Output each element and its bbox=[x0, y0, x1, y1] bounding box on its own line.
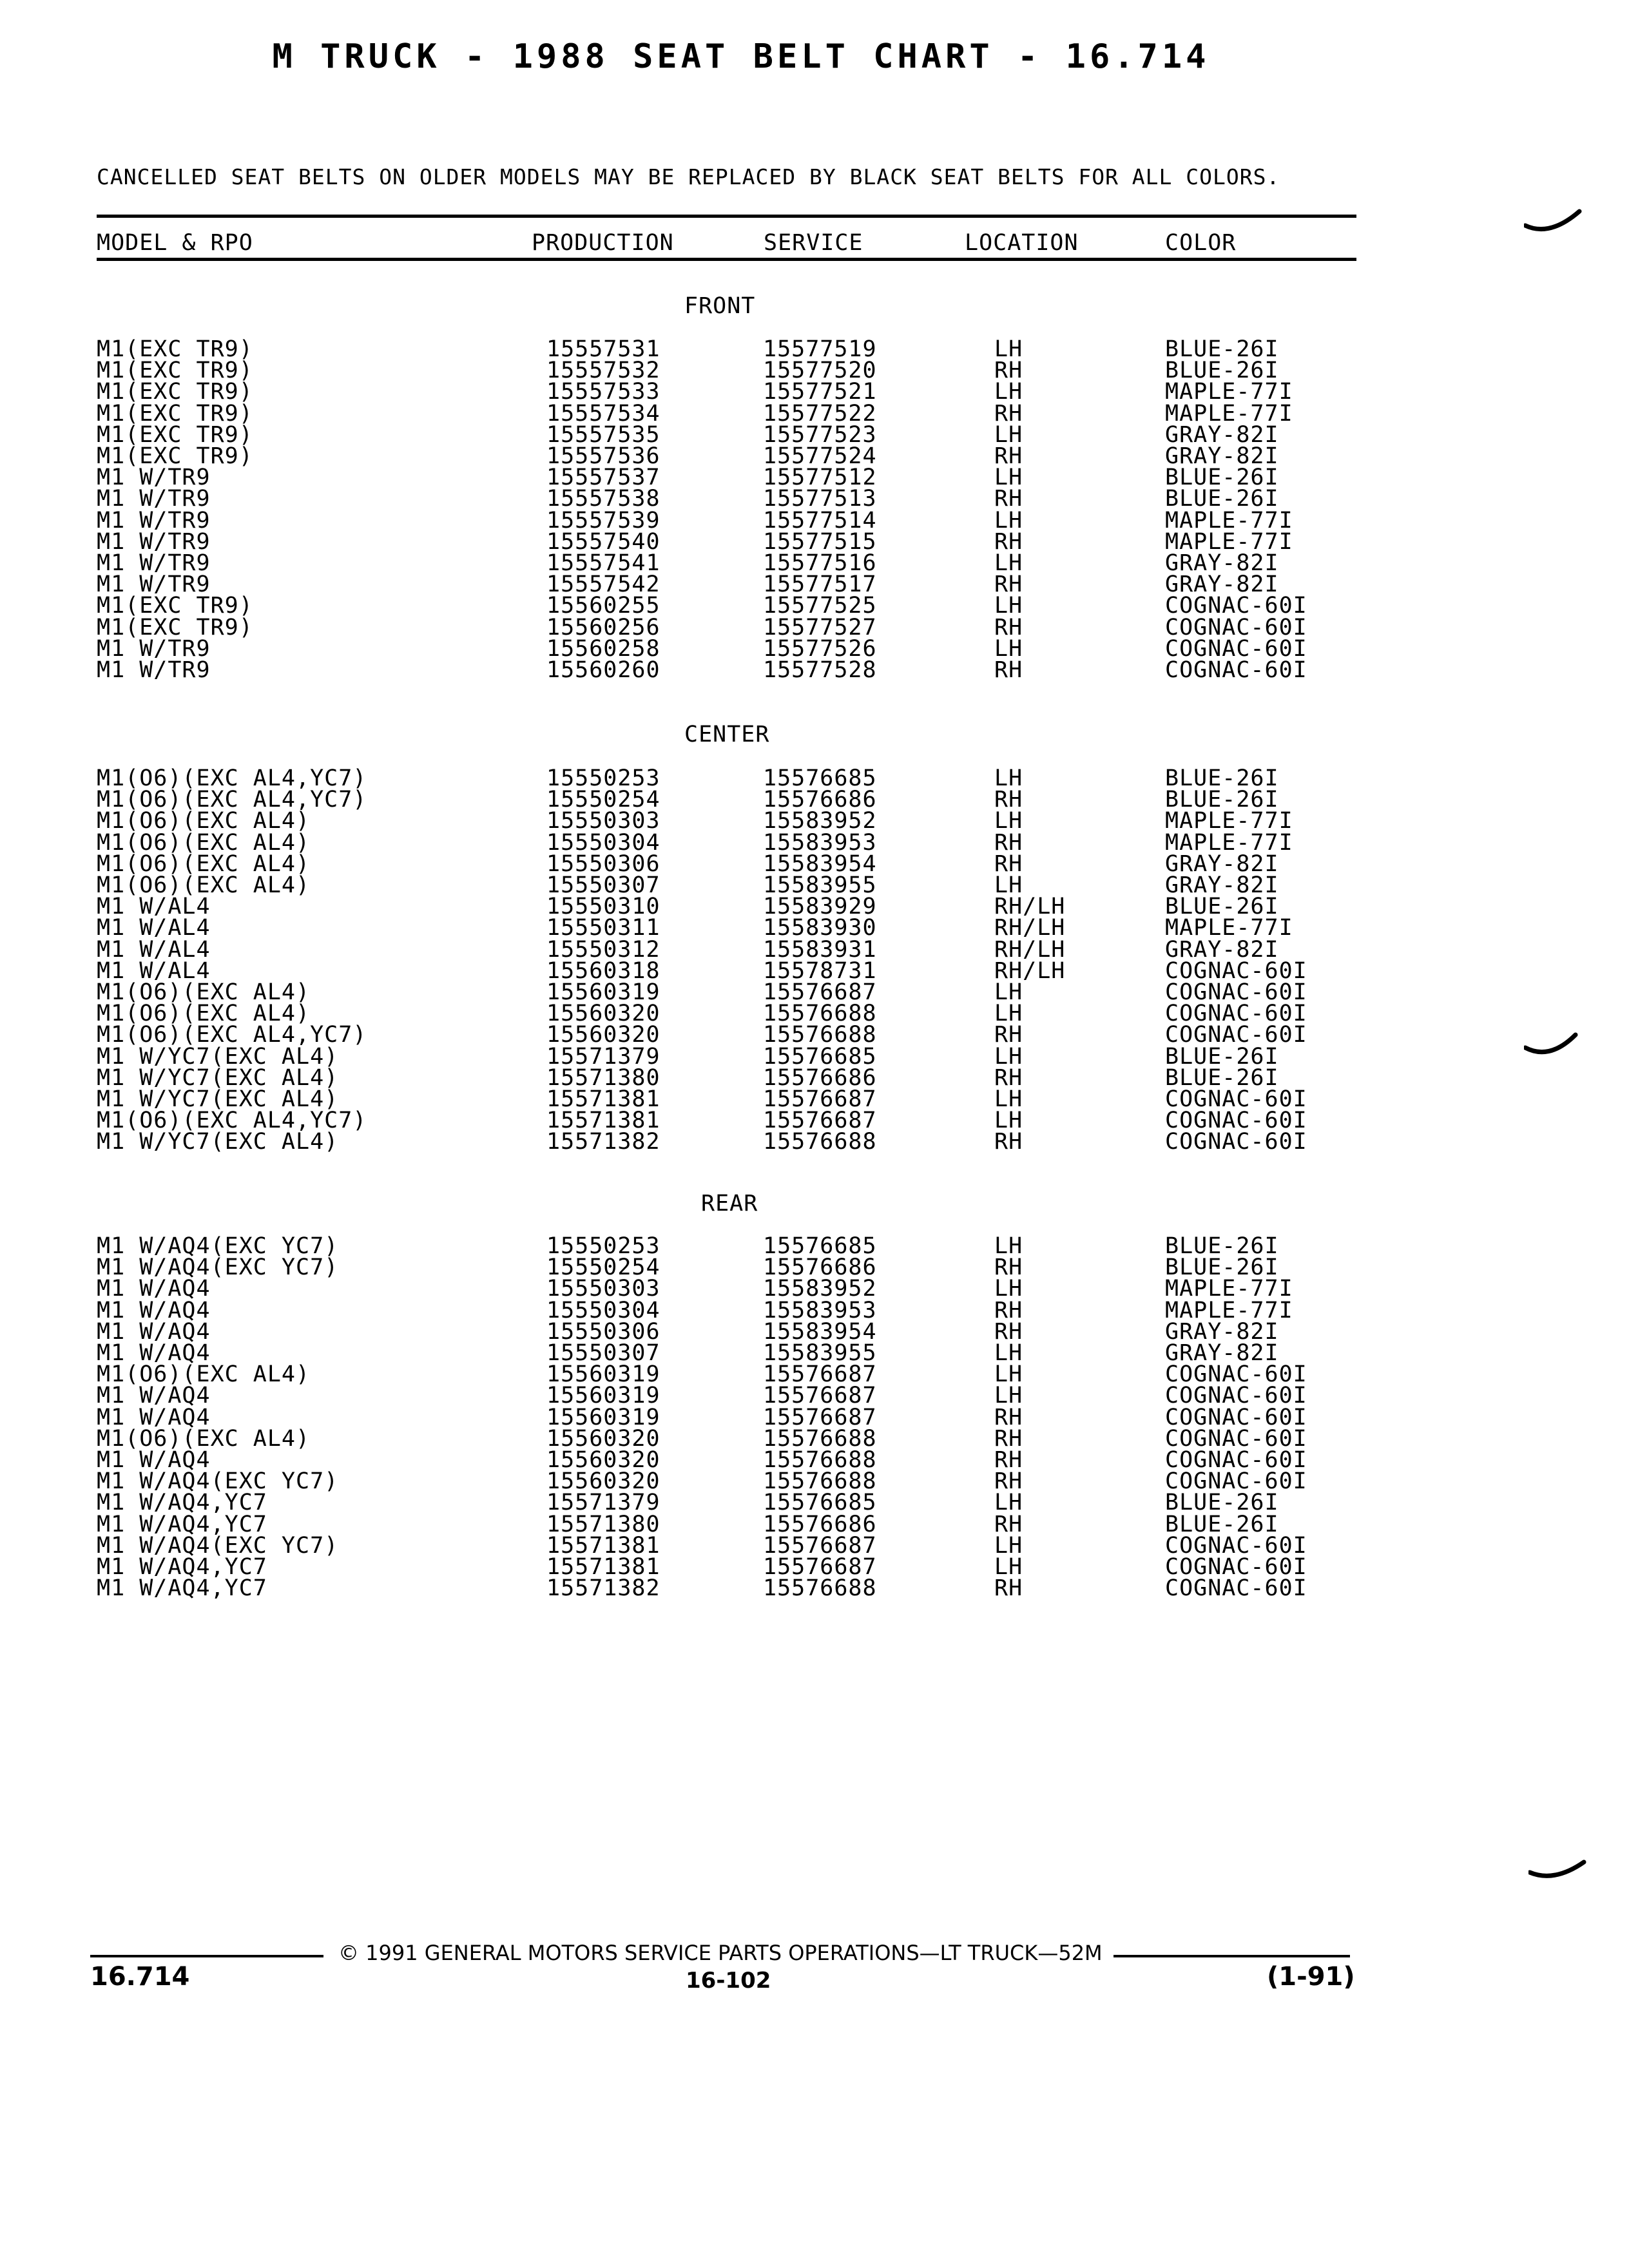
cell-color: COGNAC-60I bbox=[1165, 1108, 1307, 1134]
cell-production-part: 15571382 bbox=[546, 1129, 660, 1155]
cell-production-part: 15560319 bbox=[546, 1404, 660, 1430]
cell-model-rpo: M1(O6)(EXC AL4) bbox=[97, 1001, 311, 1027]
cell-color: GRAY-82I bbox=[1165, 1340, 1279, 1366]
cell-color: GRAY-82I bbox=[1165, 850, 1279, 877]
cell-location: RH bbox=[994, 850, 1023, 877]
cell-service-part: 15576685 bbox=[763, 1233, 877, 1259]
cell-production-part: 15557538 bbox=[546, 486, 660, 512]
cancellation-note: CANCELLED SEAT BELTS ON OLDER MODELS MAY BE REPLACED BY BLACK SEAT BELTS FOR ALL COLORS. bbox=[97, 164, 1280, 189]
cell-color: COGNAC-60I bbox=[1165, 1001, 1307, 1027]
column-header-color: COLOR bbox=[1165, 230, 1237, 256]
footer-rule-right bbox=[1113, 1955, 1350, 1957]
cell-service-part: 15577525 bbox=[763, 593, 877, 619]
cell-service-part: 15576687 bbox=[763, 1404, 877, 1430]
cell-location: RH bbox=[994, 528, 1023, 555]
cell-color: BLUE-26I bbox=[1165, 787, 1279, 813]
cell-service-part: 15576686 bbox=[763, 1511, 877, 1537]
cell-service-part: 15577524 bbox=[763, 443, 877, 469]
cell-service-part: 15577517 bbox=[763, 572, 877, 598]
cell-production-part: 15557533 bbox=[546, 379, 660, 405]
cell-color: BLUE-26I bbox=[1165, 1511, 1279, 1537]
cell-service-part: 15583931 bbox=[763, 936, 877, 963]
cell-color: MAPLE-77I bbox=[1165, 829, 1293, 856]
cell-model-rpo: M1 W/TR9 bbox=[97, 572, 211, 598]
column-header-production: PRODUCTION bbox=[532, 230, 674, 256]
cell-model-rpo: M1 W/YC7(EXC AL4) bbox=[97, 1086, 339, 1112]
cell-location: RH bbox=[994, 1404, 1023, 1430]
cell-model-rpo: M1 W/AQ4(EXC YC7) bbox=[97, 1532, 339, 1559]
cell-production-part: 15557531 bbox=[546, 336, 660, 362]
cell-production-part: 15560260 bbox=[546, 657, 660, 683]
cell-color: MAPLE-77I bbox=[1165, 528, 1293, 555]
cell-service-part: 15576685 bbox=[763, 765, 877, 791]
cell-model-rpo: M1(O6)(EXC AL4,YC7) bbox=[97, 1022, 367, 1048]
cell-color: COGNAC-60I bbox=[1165, 635, 1307, 662]
cell-color: GRAY-82I bbox=[1165, 1318, 1279, 1345]
cell-production-part: 15571381 bbox=[546, 1554, 660, 1580]
cell-color: BLUE-26I bbox=[1165, 765, 1279, 791]
cell-color: COGNAC-60I bbox=[1165, 1022, 1307, 1048]
cell-production-part: 15550253 bbox=[546, 765, 660, 791]
cell-service-part: 15577514 bbox=[763, 507, 877, 533]
cell-production-part: 15571380 bbox=[546, 1511, 660, 1537]
cell-location: RH bbox=[994, 443, 1023, 469]
cell-model-rpo: M1 W/AQ4 bbox=[97, 1383, 211, 1409]
cell-color: MAPLE-77I bbox=[1165, 808, 1293, 834]
cell-production-part: 15560320 bbox=[546, 1425, 660, 1452]
cell-location: LH bbox=[994, 465, 1023, 491]
cell-color: BLUE-26I bbox=[1165, 486, 1279, 512]
page-title: M TRUCK - 1988 SEAT BELT CHART - 16.714 bbox=[272, 37, 1210, 76]
cell-model-rpo: M1(O6)(EXC AL4) bbox=[97, 829, 311, 856]
cell-model-rpo: M1(O6)(EXC AL4) bbox=[97, 1361, 311, 1388]
cell-color: COGNAC-60I bbox=[1165, 1361, 1307, 1388]
cell-color: COGNAC-60I bbox=[1165, 593, 1307, 619]
cell-model-rpo: M1(O6)(EXC AL4) bbox=[97, 808, 311, 834]
cell-model-rpo: M1 W/TR9 bbox=[97, 550, 211, 576]
cell-color: COGNAC-60I bbox=[1165, 614, 1307, 640]
cell-color: GRAY-82I bbox=[1165, 443, 1279, 469]
cell-service-part: 15583955 bbox=[763, 1340, 877, 1366]
cell-model-rpo: M1(EXC TR9) bbox=[97, 614, 253, 640]
cell-location: LH bbox=[994, 635, 1023, 662]
cell-model-rpo: M1(O6)(EXC AL4,YC7) bbox=[97, 765, 367, 791]
cell-production-part: 15550304 bbox=[546, 829, 660, 856]
cell-service-part: 15577526 bbox=[763, 635, 877, 662]
cell-location: RH bbox=[994, 829, 1023, 856]
cell-color: MAPLE-77I bbox=[1165, 915, 1293, 941]
cell-location: LH bbox=[994, 336, 1023, 362]
cell-color: COGNAC-60I bbox=[1165, 979, 1307, 1005]
cell-color: COGNAC-60I bbox=[1165, 1575, 1307, 1602]
binder-mark-bottom bbox=[1528, 1854, 1586, 1893]
cell-location: RH bbox=[994, 1064, 1023, 1091]
cell-location: RH bbox=[994, 1447, 1023, 1473]
cell-location: RH bbox=[994, 1425, 1023, 1452]
cell-production-part: 15550307 bbox=[546, 1340, 660, 1366]
cell-service-part: 15577519 bbox=[763, 336, 877, 362]
cell-location: RH/LH bbox=[994, 936, 1066, 963]
cell-location: RH bbox=[994, 1318, 1023, 1345]
cell-production-part: 15571380 bbox=[546, 1064, 660, 1091]
cell-production-part: 15557542 bbox=[546, 572, 660, 598]
cell-model-rpo: M1(O6)(EXC AL4) bbox=[97, 850, 311, 877]
cell-service-part: 15583954 bbox=[763, 850, 877, 877]
cell-model-rpo: M1 W/AQ4(EXC YC7) bbox=[97, 1233, 339, 1259]
cell-color: MAPLE-77I bbox=[1165, 400, 1293, 427]
cell-location: RH bbox=[994, 572, 1023, 598]
cell-model-rpo: M1(O6)(EXC AL4,YC7) bbox=[97, 1108, 367, 1134]
cell-color: BLUE-26I bbox=[1165, 1490, 1279, 1516]
section-heading-center: CENTER bbox=[684, 722, 770, 747]
cell-service-part: 15576685 bbox=[763, 1490, 877, 1516]
cell-color: MAPLE-77I bbox=[1165, 1276, 1293, 1302]
cell-color: BLUE-26I bbox=[1165, 1064, 1279, 1091]
cell-service-part: 15576687 bbox=[763, 1361, 877, 1388]
cell-production-part: 15557536 bbox=[546, 443, 660, 469]
cell-color: BLUE-26I bbox=[1165, 894, 1279, 920]
cell-model-rpo: M1(EXC TR9) bbox=[97, 443, 253, 469]
cell-color: COGNAC-60I bbox=[1165, 1425, 1307, 1452]
cell-service-part: 15577512 bbox=[763, 465, 877, 491]
cell-location: RH bbox=[994, 1468, 1023, 1495]
cell-model-rpo: M1 W/AQ4 bbox=[97, 1340, 211, 1366]
cell-production-part: 15560258 bbox=[546, 635, 660, 662]
cell-location: RH bbox=[994, 1575, 1023, 1602]
cell-color: BLUE-26I bbox=[1165, 336, 1279, 362]
cell-model-rpo: M1 W/AQ4(EXC YC7) bbox=[97, 1254, 339, 1281]
cell-location: LH bbox=[994, 1383, 1023, 1409]
cell-model-rpo: M1 W/TR9 bbox=[97, 635, 211, 662]
cell-model-rpo: M1 W/TR9 bbox=[97, 528, 211, 555]
cell-production-part: 15560320 bbox=[546, 1468, 660, 1495]
cell-service-part: 15576687 bbox=[763, 1383, 877, 1409]
cell-model-rpo: M1(EXC TR9) bbox=[97, 358, 253, 384]
footer-rule-left bbox=[90, 1955, 323, 1957]
cell-model-rpo: M1(EXC TR9) bbox=[97, 400, 253, 427]
cell-color: BLUE-26I bbox=[1165, 1254, 1279, 1281]
cell-location: LH bbox=[994, 1490, 1023, 1516]
cell-location: RH bbox=[994, 1129, 1023, 1155]
cell-color: COGNAC-60I bbox=[1165, 1383, 1307, 1409]
cell-location: LH bbox=[994, 1340, 1023, 1366]
cell-location: LH bbox=[994, 808, 1023, 834]
cell-color: COGNAC-60I bbox=[1165, 1404, 1307, 1430]
footer-date-code: (1-91) bbox=[1267, 1962, 1355, 1992]
cell-location: LH bbox=[994, 1276, 1023, 1302]
cell-production-part: 15571381 bbox=[546, 1108, 660, 1134]
cell-model-rpo: M1 W/AQ4(EXC YC7) bbox=[97, 1468, 339, 1495]
cell-color: COGNAC-60I bbox=[1165, 1532, 1307, 1559]
cell-production-part: 15560319 bbox=[546, 1383, 660, 1409]
cell-service-part: 15576688 bbox=[763, 1129, 877, 1155]
cell-production-part: 15550311 bbox=[546, 915, 660, 941]
cell-production-part: 15560320 bbox=[546, 1447, 660, 1473]
cell-model-rpo: M1 W/AQ4 bbox=[97, 1404, 211, 1430]
cell-color: COGNAC-60I bbox=[1165, 1554, 1307, 1580]
binder-mark-top bbox=[1524, 206, 1582, 245]
cell-production-part: 15557539 bbox=[546, 507, 660, 533]
cell-service-part: 15576687 bbox=[763, 1554, 877, 1580]
cell-production-part: 15557532 bbox=[546, 358, 660, 384]
cell-color: GRAY-82I bbox=[1165, 572, 1279, 598]
cell-model-rpo: M1 W/AQ4,YC7 bbox=[97, 1575, 267, 1602]
cell-service-part: 15577513 bbox=[763, 486, 877, 512]
cell-location: RH bbox=[994, 400, 1023, 427]
section-heading-rear: REAR bbox=[701, 1191, 758, 1216]
cell-service-part: 15577520 bbox=[763, 358, 877, 384]
cell-model-rpo: M1 W/AQ4 bbox=[97, 1297, 211, 1323]
cell-location: LH bbox=[994, 1086, 1023, 1112]
footer-page-number: 16-102 bbox=[686, 1968, 771, 1994]
cell-production-part: 15550306 bbox=[546, 1318, 660, 1345]
cell-production-part: 15550312 bbox=[546, 936, 660, 963]
cell-location: LH bbox=[994, 1361, 1023, 1388]
cell-production-part: 15571381 bbox=[546, 1532, 660, 1559]
cell-service-part: 15583954 bbox=[763, 1318, 877, 1345]
cell-production-part: 15560256 bbox=[546, 614, 660, 640]
cell-service-part: 15576688 bbox=[763, 1447, 877, 1473]
cell-production-part: 15550306 bbox=[546, 850, 660, 877]
cell-location: RH bbox=[994, 486, 1023, 512]
cell-color: GRAY-82I bbox=[1165, 872, 1279, 898]
cell-location: RH bbox=[994, 1254, 1023, 1281]
cell-production-part: 15557540 bbox=[546, 528, 660, 555]
cell-production-part: 15557541 bbox=[546, 550, 660, 576]
cell-model-rpo: M1 W/AQ4,YC7 bbox=[97, 1490, 267, 1516]
cell-location: LH bbox=[994, 593, 1023, 619]
cell-service-part: 15578731 bbox=[763, 957, 877, 984]
cell-service-part: 15576687 bbox=[763, 1086, 877, 1112]
cell-model-rpo: M1(EXC TR9) bbox=[97, 336, 253, 362]
cell-color: BLUE-26I bbox=[1165, 1043, 1279, 1070]
cell-service-part: 15576688 bbox=[763, 1575, 877, 1602]
cell-model-rpo: M1 W/AQ4 bbox=[97, 1276, 211, 1302]
cell-production-part: 15550304 bbox=[546, 1297, 660, 1323]
cell-location: LH bbox=[994, 421, 1023, 448]
cell-model-rpo: M1 W/YC7(EXC AL4) bbox=[97, 1064, 339, 1091]
cell-color: BLUE-26I bbox=[1165, 465, 1279, 491]
cell-location: LH bbox=[994, 1554, 1023, 1580]
cell-color: MAPLE-77I bbox=[1165, 379, 1293, 405]
cell-production-part: 15571382 bbox=[546, 1575, 660, 1602]
cell-production-part: 15560255 bbox=[546, 593, 660, 619]
cell-service-part: 15576686 bbox=[763, 1254, 877, 1281]
cell-production-part: 15550310 bbox=[546, 894, 660, 920]
cell-production-part: 15560319 bbox=[546, 1361, 660, 1388]
cell-color: GRAY-82I bbox=[1165, 936, 1279, 963]
cell-location: LH bbox=[994, 379, 1023, 405]
cell-production-part: 15571379 bbox=[546, 1490, 660, 1516]
cell-production-part: 15571381 bbox=[546, 1086, 660, 1112]
cell-location: RH bbox=[994, 1297, 1023, 1323]
cell-model-rpo: M1 W/YC7(EXC AL4) bbox=[97, 1043, 339, 1070]
cell-model-rpo: M1 W/AL4 bbox=[97, 957, 211, 984]
cell-model-rpo: M1(O6)(EXC AL4) bbox=[97, 872, 311, 898]
cell-color: GRAY-82I bbox=[1165, 550, 1279, 576]
column-header-location: LOCATION bbox=[965, 230, 1079, 256]
footer-copyright: © 1991 GENERAL MOTORS SERVICE PARTS OPERATIONS—LT TRUCK—52M bbox=[338, 1941, 1103, 1965]
cell-model-rpo: M1 W/TR9 bbox=[97, 507, 211, 533]
cell-color: COGNAC-60I bbox=[1165, 1086, 1307, 1112]
cell-model-rpo: M1 W/AQ4,YC7 bbox=[97, 1511, 267, 1537]
cell-service-part: 15576685 bbox=[763, 1043, 877, 1070]
cell-production-part: 15550307 bbox=[546, 872, 660, 898]
cell-location: LH bbox=[994, 1001, 1023, 1027]
cell-model-rpo: M1(O6)(EXC AL4,YC7) bbox=[97, 787, 367, 813]
cell-service-part: 15577516 bbox=[763, 550, 877, 576]
cell-model-rpo: M1 W/AQ4 bbox=[97, 1447, 211, 1473]
cell-location: LH bbox=[994, 1043, 1023, 1070]
cell-color: BLUE-26I bbox=[1165, 358, 1279, 384]
binder-mark-middle bbox=[1524, 1031, 1582, 1070]
cell-service-part: 15577515 bbox=[763, 528, 877, 555]
column-header-service: SERVICE bbox=[764, 230, 863, 256]
cell-location: LH bbox=[994, 979, 1023, 1005]
header-bottom-rule bbox=[97, 258, 1356, 261]
cell-location: RH/LH bbox=[994, 915, 1066, 941]
cell-location: RH/LH bbox=[994, 894, 1066, 920]
cell-service-part: 15583930 bbox=[763, 915, 877, 941]
cell-model-rpo: M1(O6)(EXC AL4) bbox=[97, 1425, 311, 1452]
cell-location: RH bbox=[994, 657, 1023, 683]
cell-production-part: 15557535 bbox=[546, 421, 660, 448]
cell-model-rpo: M1(O6)(EXC AL4) bbox=[97, 979, 311, 1005]
cell-production-part: 15550254 bbox=[546, 787, 660, 813]
cell-model-rpo: M1 W/AL4 bbox=[97, 915, 211, 941]
cell-production-part: 15557534 bbox=[546, 400, 660, 427]
cell-color: MAPLE-77I bbox=[1165, 507, 1293, 533]
cell-location: RH bbox=[994, 614, 1023, 640]
cell-service-part: 15576688 bbox=[763, 1425, 877, 1452]
cell-color: GRAY-82I bbox=[1165, 421, 1279, 448]
cell-production-part: 15550254 bbox=[546, 1254, 660, 1281]
cell-production-part: 15550253 bbox=[546, 1233, 660, 1259]
cell-service-part: 15576687 bbox=[763, 1108, 877, 1134]
cell-service-part: 15577522 bbox=[763, 400, 877, 427]
cell-model-rpo: M1 W/YC7(EXC AL4) bbox=[97, 1129, 339, 1155]
cell-location: LH bbox=[994, 1233, 1023, 1259]
cell-model-rpo: M1(EXC TR9) bbox=[97, 421, 253, 448]
cell-production-part: 15571379 bbox=[546, 1043, 660, 1070]
cell-service-part: 15577528 bbox=[763, 657, 877, 683]
cell-color: COGNAC-60I bbox=[1165, 957, 1307, 984]
cell-service-part: 15576688 bbox=[763, 1022, 877, 1048]
cell-location: LH bbox=[994, 872, 1023, 898]
cell-model-rpo: M1 W/AQ4 bbox=[97, 1318, 211, 1345]
cell-service-part: 15577527 bbox=[763, 614, 877, 640]
cell-production-part: 15557537 bbox=[546, 465, 660, 491]
cell-location: RH bbox=[994, 787, 1023, 813]
cell-production-part: 15560320 bbox=[546, 1022, 660, 1048]
cell-model-rpo: M1 W/TR9 bbox=[97, 465, 211, 491]
column-header-model: MODEL & RPO bbox=[97, 230, 253, 256]
cell-color: MAPLE-77I bbox=[1165, 1297, 1293, 1323]
cell-location: RH bbox=[994, 1511, 1023, 1537]
cell-service-part: 15583952 bbox=[763, 808, 877, 834]
cell-service-part: 15576686 bbox=[763, 787, 877, 813]
cell-model-rpo: M1 W/AQ4,YC7 bbox=[97, 1554, 267, 1580]
cell-service-part: 15583953 bbox=[763, 829, 877, 856]
cell-production-part: 15560318 bbox=[546, 957, 660, 984]
cell-service-part: 15583929 bbox=[763, 894, 877, 920]
cell-service-part: 15583953 bbox=[763, 1297, 877, 1323]
cell-location: RH bbox=[994, 358, 1023, 384]
cell-service-part: 15576687 bbox=[763, 979, 877, 1005]
cell-production-part: 15560320 bbox=[546, 1001, 660, 1027]
cell-color: COGNAC-60I bbox=[1165, 1468, 1307, 1495]
cell-location: LH bbox=[994, 507, 1023, 533]
cell-service-part: 15577521 bbox=[763, 379, 877, 405]
cell-location: RH/LH bbox=[994, 957, 1066, 984]
cell-service-part: 15583952 bbox=[763, 1276, 877, 1302]
cell-production-part: 15560319 bbox=[546, 979, 660, 1005]
cell-service-part: 15576688 bbox=[763, 1001, 877, 1027]
cell-production-part: 15550303 bbox=[546, 1276, 660, 1302]
cell-service-part: 15576686 bbox=[763, 1064, 877, 1091]
cell-color: COGNAC-60I bbox=[1165, 1129, 1307, 1155]
cell-location: RH bbox=[994, 1022, 1023, 1048]
cell-color: BLUE-26I bbox=[1165, 1233, 1279, 1259]
cell-color: COGNAC-60I bbox=[1165, 1447, 1307, 1473]
cell-production-part: 15550303 bbox=[546, 808, 660, 834]
cell-location: LH bbox=[994, 765, 1023, 791]
cell-model-rpo: M1(EXC TR9) bbox=[97, 379, 253, 405]
section-heading-front: FRONT bbox=[684, 293, 756, 319]
cell-location: LH bbox=[994, 1532, 1023, 1559]
cell-location: LH bbox=[994, 550, 1023, 576]
cell-model-rpo: M1 W/TR9 bbox=[97, 486, 211, 512]
footer-section-number: 16.714 bbox=[90, 1962, 190, 1992]
cell-model-rpo: M1 W/AL4 bbox=[97, 894, 211, 920]
cell-service-part: 15583955 bbox=[763, 872, 877, 898]
cell-service-part: 15576688 bbox=[763, 1468, 877, 1495]
cell-model-rpo: M1(EXC TR9) bbox=[97, 593, 253, 619]
cell-service-part: 15576687 bbox=[763, 1532, 877, 1559]
cell-color: COGNAC-60I bbox=[1165, 657, 1307, 683]
cell-service-part: 15577523 bbox=[763, 421, 877, 448]
cell-location: LH bbox=[994, 1108, 1023, 1134]
header-top-rule bbox=[97, 215, 1356, 218]
cell-model-rpo: M1 W/TR9 bbox=[97, 657, 211, 683]
cell-model-rpo: M1 W/AL4 bbox=[97, 936, 211, 963]
